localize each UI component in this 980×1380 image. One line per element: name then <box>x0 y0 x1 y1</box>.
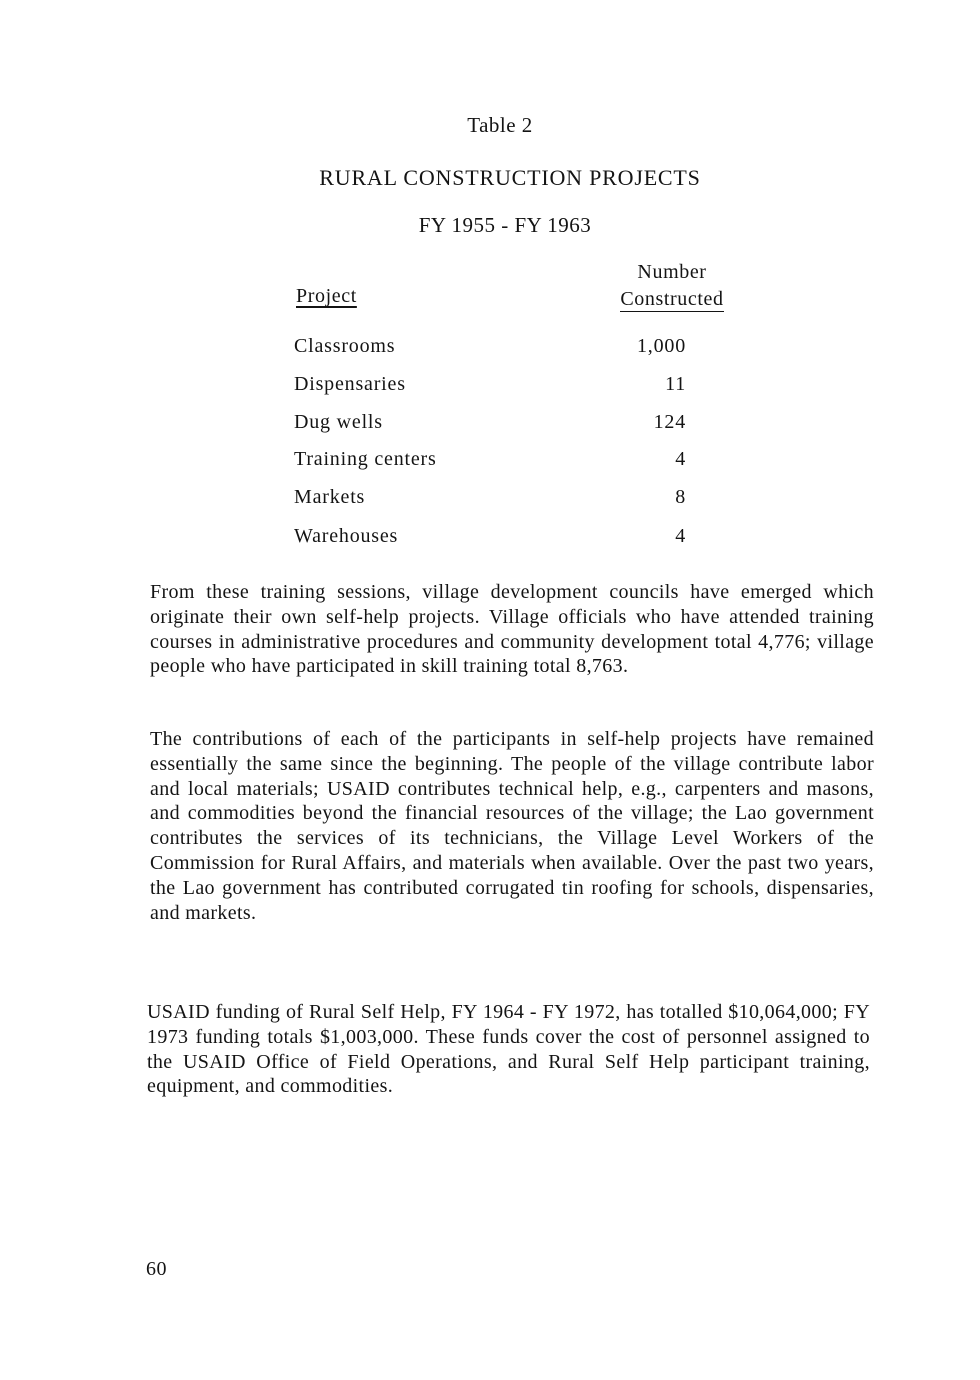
table-row <box>0 486 980 516</box>
body-paragraph-contributions: The contributions of each of the participants in self-help projects have remained essentially the same since the beginning. The people of the village contribute labor and local materials; USAID contributes technical help, e.g., carpenters and masons, and commodities beyond the financial resources of the village; the Lao government contributes the services of its technicians, the Village Level Workers of the Commission for Rural Affairs, and materials when available. Over the past two years, the Lao government has contributed corrugated tin roofing for schools, dispensaries, and markets. <box>150 728 874 924</box>
table-cell-project: Classrooms <box>294 335 396 357</box>
table-row <box>0 525 980 555</box>
column-header-project: Project <box>296 285 357 307</box>
table-cell-project: Markets <box>294 486 366 508</box>
table-row <box>0 373 980 403</box>
table-row <box>0 335 980 365</box>
table-title: RURAL CONSTRUCTION PROJECTS <box>319 165 701 190</box>
page-number: 60 <box>146 1258 167 1280</box>
column-header-number-line2: Constructed <box>620 288 724 310</box>
table-cell-project: Dispensaries <box>294 373 406 395</box>
table-cell-number: 8 <box>675 486 686 508</box>
column-header-number-line1: Number <box>637 261 707 283</box>
body-paragraph-training: From these training sessions, village development councils have emerged which originate their own self-help projects. Village officials who have attended training courses in administrative procedures and community development total 4,776; village people who have participated in skill training total 8,763. <box>150 581 874 678</box>
table-cell-number: 4 <box>675 525 686 547</box>
table-cell-number: 11 <box>665 373 686 395</box>
table-label: Table 2 <box>467 113 533 137</box>
table-row <box>0 411 980 441</box>
table-period: FY 1955 - FY 1963 <box>418 213 592 237</box>
table-cell-project: Warehouses <box>294 525 399 547</box>
table-cell-number: 1,000 <box>637 335 686 357</box>
table-cell-project: Dug wells <box>294 411 383 433</box>
table-cell-project: Training centers <box>294 448 437 470</box>
body-paragraph-funding: USAID funding of Rural Self Help, FY 1964 - FY 1972, has totalled $10,064,000; FY 1973 funding totals $1,003,000. These funds cover the cost of personnel assigned to the USAID Office of Field Operations, and Rural Self Help participant training, equipment, and commodities. <box>147 1001 870 1098</box>
column-header-number-constructed <box>602 259 742 313</box>
table-cell-number: 124 <box>653 411 686 433</box>
table-row <box>0 448 980 478</box>
table-cell-number: 4 <box>675 448 686 470</box>
